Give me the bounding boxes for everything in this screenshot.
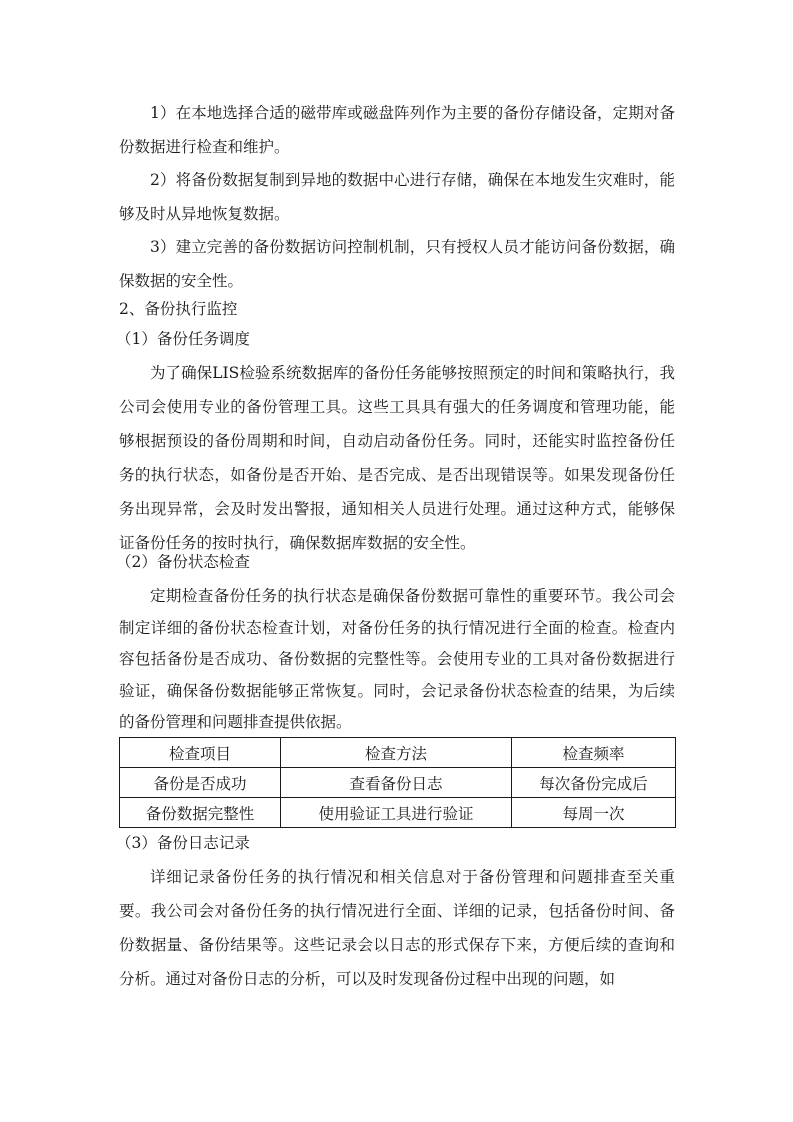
table-cell: 每周一次 <box>512 798 676 828</box>
paragraph-access-control: 3）建立完善的备份数据访问控制机制，只有授权人员才能访问备份数据，确保数据的安全性。 <box>119 238 675 290</box>
paragraph-backup-logging: 详细记录备份任务的执行情况和相关信息对于备份管理和问题排查至关重要。我公司会对备份任务的执行情况进行全面、详细的记录，包括备份时间、备份数据量、备份结果等。这些记录会以日志的形式保存下来，方便后续的查询和分析。通过对备份日志的分析，可以及时发现备份过程中出现的问题，如 <box>119 868 675 988</box>
table-row <box>120 768 676 798</box>
paragraph-local-storage: 1）在本地选择合适的磁带库或磁盘阵列作为主要的备份存储设备，定期对备份数据进行检查和维护。 <box>119 104 675 156</box>
paragraph-task-scheduling: 为了确保LIS检验系统数据库的备份任务能够按照预定的时间和策略执行，我公司会使用专业的备份管理工具。这些工具具有强大的任务调度和管理功能，能够根据预设的备份周期和时间，自动启动备份任务。同时，还能实时监控备份任务的执行状态，如备份是否开始、是否完成、是否出现错误等。如果发现备份任务出现异常，会及时发出警报，通知相关人员进行处理。通过这种方式，能够保证备份任务的按时执行，确保数据库数据的安全性。 <box>119 364 675 552</box>
paragraph-offsite-replication: 2）将备份数据复制到异地的数据中心进行存储，确保在本地发生灾难时，能够及时从异地恢复数据。 <box>119 171 675 223</box>
table-cell: 备份数据完整性 <box>120 798 281 828</box>
table-cell: 使用验证工具进行验证 <box>281 798 512 828</box>
status-check-table <box>119 737 676 828</box>
table-cell: 查看备份日志 <box>281 768 512 798</box>
subheading-status-check: （2）备份状态检查 <box>116 553 250 571</box>
table-cell: 备份是否成功 <box>120 768 281 798</box>
paragraph-status-check: 定期检查备份任务的执行状态是确保备份数据可靠性的重要环节。我公司会制定详细的备份状态检查计划，对备份任务的执行情况进行全面的检查。检查内容包括备份是否成功、备份数据的完整性等。会使用专业的工具对备份数据进行验证，确保备份数据能够正常恢复。同时，会记录备份状态检查的结果，为后续的备份管理和问题排查提供依据。 <box>119 587 675 731</box>
table-header-cell: 检查频率 <box>512 738 676 768</box>
table-row <box>120 798 676 828</box>
subheading-task-scheduling: （1）备份任务调度 <box>116 330 250 348</box>
subheading-backup-logging: （3）备份日志记录 <box>116 834 250 852</box>
table-header-row <box>120 738 676 768</box>
section-heading-backup-monitoring: 2、备份执行监控 <box>119 300 238 318</box>
table-header-cell: 检查项目 <box>120 738 281 768</box>
table-header-cell: 检查方法 <box>281 738 512 768</box>
table-cell: 每次备份完成后 <box>512 768 676 798</box>
